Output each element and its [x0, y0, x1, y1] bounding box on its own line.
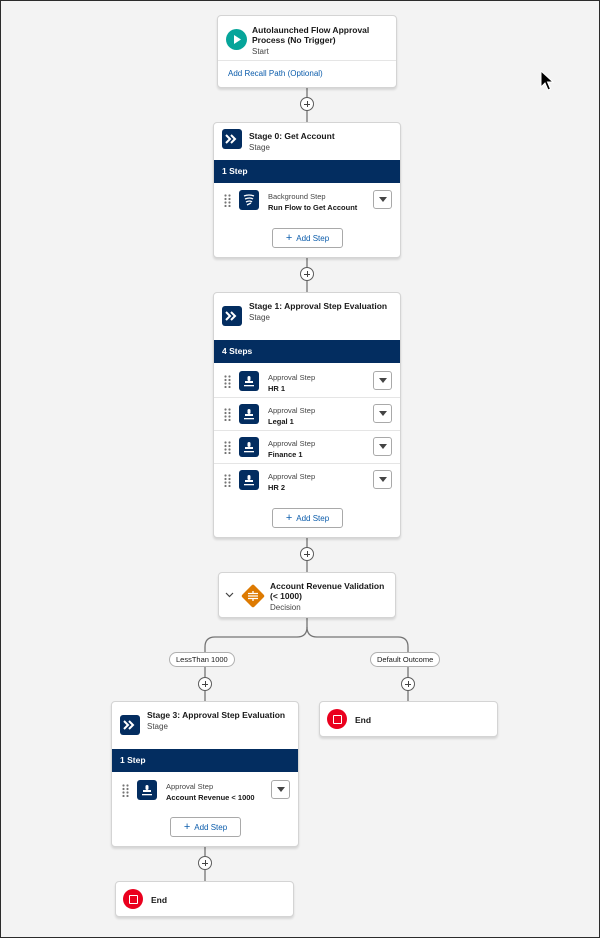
decision-icon — [240, 583, 266, 609]
add-recall-path-link[interactable]: Add Recall Path (Optional) — [218, 60, 396, 87]
start-title: Autolaunched Flow Approval Process (No Trigger) — [252, 25, 370, 45]
chevron-down-icon[interactable] — [225, 592, 234, 598]
step-menu-dropdown[interactable] — [373, 404, 392, 423]
add-element-button[interactable] — [300, 267, 314, 281]
stage-card-3[interactable] — [111, 701, 299, 847]
step-name: Run Flow to Get Account — [268, 203, 358, 212]
step-name: Account Revenue < 1000 — [166, 793, 255, 802]
drag-handle-icon[interactable] — [224, 375, 231, 388]
step-type: Approval Step — [268, 373, 316, 382]
stage-subtitle: Stage — [249, 313, 270, 322]
end-card-default[interactable] — [319, 701, 498, 737]
stage-subtitle: Stage — [249, 143, 270, 152]
add-element-button[interactable] — [198, 677, 212, 691]
drag-handle-icon[interactable] — [224, 474, 231, 487]
stage-icon — [222, 129, 244, 151]
step-row[interactable] — [214, 365, 400, 398]
stop-icon — [327, 709, 347, 729]
stage-card-0[interactable] — [213, 122, 401, 258]
plus-icon: + — [285, 232, 293, 244]
step-name: HR 2 — [268, 483, 286, 492]
step-type: Background Step — [268, 192, 326, 201]
step-menu-dropdown[interactable] — [373, 470, 392, 489]
step-row[interactable] — [214, 398, 400, 431]
flow-icon — [239, 190, 259, 210]
step-type: Approval Step — [268, 472, 316, 481]
approval-stamp-icon — [137, 780, 157, 800]
step-menu-dropdown[interactable] — [271, 780, 290, 799]
stage-card-1[interactable] — [213, 292, 401, 538]
add-step-button[interactable]: + Add Step — [170, 817, 241, 837]
stage-icon — [120, 715, 142, 737]
stage-icon — [222, 306, 244, 328]
add-element-button[interactable] — [300, 97, 314, 111]
step-row[interactable] — [214, 464, 400, 497]
step-type: Approval Step — [268, 439, 316, 448]
approval-stamp-icon — [239, 404, 259, 424]
stage-title: Stage 0: Get Account — [249, 131, 335, 141]
decision-card[interactable] — [218, 572, 396, 618]
step-type: Approval Step — [166, 782, 214, 791]
step-row[interactable] — [214, 184, 400, 217]
step-menu-dropdown[interactable] — [373, 190, 392, 209]
add-element-button[interactable] — [300, 547, 314, 561]
drag-handle-icon[interactable] — [224, 194, 231, 207]
stage-title: Stage 3: Approval Step Evaluation — [147, 710, 286, 720]
start-card[interactable] — [217, 15, 397, 88]
decision-subtitle: Decision — [270, 603, 301, 612]
approval-stamp-icon — [239, 371, 259, 391]
step-menu-dropdown[interactable] — [373, 437, 392, 456]
stage-step-count: 4 Steps — [214, 340, 400, 363]
step-row[interactable] — [112, 774, 298, 807]
mouse-cursor-icon — [540, 70, 554, 92]
add-step-button[interactable]: + Add Step — [272, 228, 343, 248]
add-element-button[interactable] — [401, 677, 415, 691]
stage-step-count: 1 Step — [214, 160, 400, 183]
outcome-label-lessthan[interactable]: LessThan 1000 — [169, 652, 235, 667]
step-name: Finance 1 — [268, 450, 303, 459]
step-menu-dropdown[interactable] — [373, 371, 392, 390]
stage-subtitle: Stage — [147, 722, 168, 731]
step-type: Approval Step — [268, 406, 316, 415]
end-label: End — [355, 715, 372, 725]
approval-stamp-icon — [239, 437, 259, 457]
outcome-label-default[interactable]: Default Outcome — [370, 652, 440, 667]
step-name: HR 1 — [268, 384, 286, 393]
drag-handle-icon[interactable] — [224, 408, 231, 421]
end-card-stage3[interactable] — [115, 881, 294, 917]
stage-step-count: 1 Step — [112, 749, 298, 772]
drag-handle-icon[interactable] — [224, 441, 231, 454]
stage-title: Stage 1: Approval Step Evaluation — [249, 301, 388, 311]
step-name: Legal 1 — [268, 417, 294, 426]
add-step-button[interactable]: + Add Step — [272, 508, 343, 528]
start-subtitle: Start — [252, 47, 269, 56]
play-icon — [226, 29, 247, 50]
plus-icon: + — [285, 512, 293, 524]
step-row[interactable] — [214, 431, 400, 464]
decision-title: Account Revenue Validation (< 1000) — [270, 581, 385, 601]
add-element-button[interactable] — [198, 856, 212, 870]
approval-stamp-icon — [239, 470, 259, 490]
drag-handle-icon[interactable] — [122, 784, 129, 797]
end-label: End — [151, 895, 168, 905]
plus-icon: + — [183, 821, 191, 833]
stop-icon — [123, 889, 143, 909]
